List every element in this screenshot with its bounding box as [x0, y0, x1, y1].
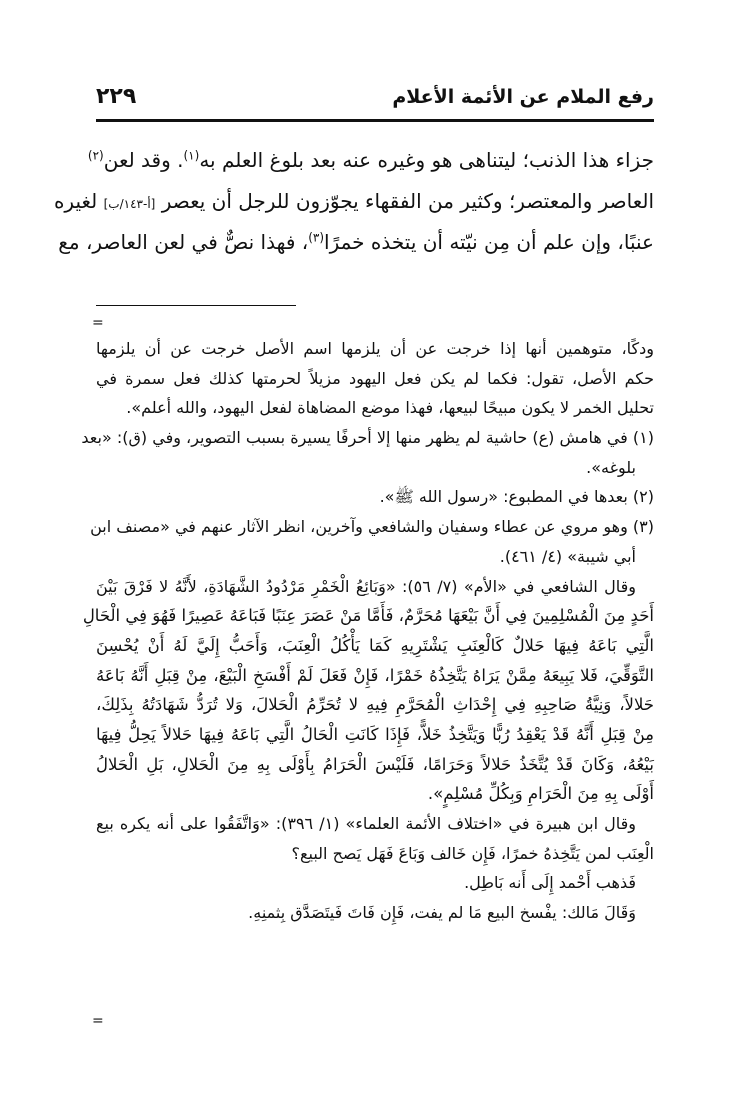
main-line: عنبًا، وإن علم أن مِن نيّته أن يتخذه خمرًا$^{(٣)}$، فهذا نصٌّ في لعن العاصر، مع: [58, 230, 654, 254]
footnote-1-cont: بلوغه».: [586, 457, 636, 477]
main-line: جزاء هذا الذنب؛ ليتناهى هو وغيره عنه بعد بلوغ العلم به$^{(١)}$. وقد لعن$^{(٢)}$: [87, 148, 654, 172]
main-text: [53, 140, 654, 263]
footnote-separator: [96, 305, 296, 306]
footnote-line: تحليل الخمر لا يكون مبيحًا لبيعها، فهذا موضع المضاهاة لفعل اليهود، والله أعلم».: [126, 398, 654, 418]
shafii-quote-line: التَّوَقِّيَ، فَلا يَبِيعَهُ مِمَّنْ يَرَاهُ يَتَّخِذُهُ خَمْرًا، فَإِنْ فَعَلَ لَمْ أَفْسَخِ الْبَيْعَ، مِنْ قِبَلِ أَنَّهُ بَاعَهُ: [96, 665, 654, 685]
footnote-2: (٢) بعدها في المطبوع: «رسول الله ﷺ».: [379, 487, 654, 507]
footnote-ref: (١): [183, 148, 200, 163]
page-header: [96, 84, 654, 118]
shafii-quote-line: وقال الشافعي في «الأم» (٧/ ٥٦): «وَبَائِعُ الْخَمْرِ مَرْدُودُ الشَّهَادَةِ، لأَنَّهُ لا فَرْقَ بَيْنَ: [96, 576, 637, 596]
hubayra-quote-line: الْعِنَب لمن يَتَّخِذهُ خمرًا، فَإِن خَالف وَبَاعَ فَهَل يَصح البيع؟: [291, 843, 654, 863]
running-title: رفع الملام عن الأئمة الأعلام: [392, 86, 654, 108]
header-rule: [96, 119, 654, 122]
continuation-mark: =: [92, 1013, 104, 1029]
footnote-3-cont: أبي شيبة» (٤/ ٤٦١).: [499, 546, 636, 566]
footnote-ref: (٣): [308, 230, 325, 245]
footnote-line: حكم الأصل، تقول: فكما لم يكن فعل اليهود مزيلاً لحرمتها كذلك فعل سمرة في: [96, 368, 654, 388]
continuation-mark: =: [92, 315, 104, 331]
shafii-quote-line: حَلالاً، وَنِيَّةُ صَاحِبِهِ فِي إِحْدَاثِ الْمُحَرَّمِ فِيهِ لا تُحَرِّمُ الْحَلالَ، وَلا تُرَدُّ شَهَادَتُهُ بِذَلِكَ،: [96, 695, 654, 715]
hubayra-quote-line: وَقَالَ مَالك: يفْسخ البيع مَا لم يفت، فَإِن فَاتَ فَيتَصَدَّق بِثمنِهِ.: [248, 903, 636, 923]
footnote-line: ودكًا، متوهمين أنها إذا خرجت عن أن يلزمها اسم الأصل خرجت عن أن يلزمها: [96, 339, 654, 358]
shafii-quote-line: أَوْلَى بِهِ مِنَ الْحَرَامِ وَبِكُلِّ مُسْلِمٍ».: [427, 784, 654, 804]
footnotes: [81, 334, 654, 928]
main-line: العاصر والمعتصر؛ وكثير من الفقهاء يجوّزون للرجل أن يعصر [أ-١٤٣/ب] لغيره: [53, 189, 654, 213]
page-number: ٢٢٩: [96, 84, 137, 109]
footnote-1: (١) في هامش (ع) حاشية لم يظهر منها إلا أحرفًا يسيرة بسبب التصوير، وفي (ق): «بعد: [81, 428, 654, 448]
shafii-quote-line: بَيْعُهُ، وَكَانَ قَدْ يُتَّخَذُ حَلالاً وَحَرَامًا، فَلَيْسَ الْحَرَامُ بِأَوْلَى بِهِ مِنَ الْحَلالِ، بَلِ الْحَلالُ: [96, 754, 654, 774]
shafii-quote-line: الَّتِي بَاعَهُ فِيهَا حَلالٌ كَالْعِنَبِ يَشْتَرِيهِ كَمَا يَأْكُلُ الْعِنَبَ، وَأَحَبُّ إِلَيَّ لَهُ أَنْ يُحْسِنَ: [96, 635, 654, 655]
shafii-quote-line: أَحَدٍ مِنَ الْمُسْلِمِينَ فِي أَنَّ بَيْعَهَا مُحَرَّمٌ، فَأَمَّا مَنْ عَصَرَ عِنَبًا فَبَاعَهُ عَصِيرًا فَهُوَ فِي الْحَالِ: [82, 606, 654, 626]
hubayra-quote-line: فَذهب أَحْمد إِلَى أَنه بَاطِل.: [464, 873, 636, 893]
shafii-quote-line: مِنْ قِبَلِ أَنَّهُ قَدْ يَعْقِدُ رُبًّا وَيَتَّخِذُ خَلاًّ، فَإِذَا كَانَتِ الْحَالُ الَّتِي بَاعَهُ فِيهَا حَلالاً يَحِلُّ فِيهَا: [96, 724, 654, 744]
footnote-ref: (٢): [87, 148, 104, 163]
hubayra-quote-line: وقال ابن هبيرة في «اختلاف الأئمة العلماء» (١/ ٣٩٦): «وَاتَّفَقُوا على أنه يكره بيع: [96, 814, 637, 833]
footnote-3: (٣) وهو مروي عن عطاء وسفيان والشافعي وآخرين، انظر الآثار عنهم في «مصنف ابن: [90, 517, 654, 537]
manuscript-page-marker: [أ-١٤٣/ب]: [103, 197, 156, 211]
